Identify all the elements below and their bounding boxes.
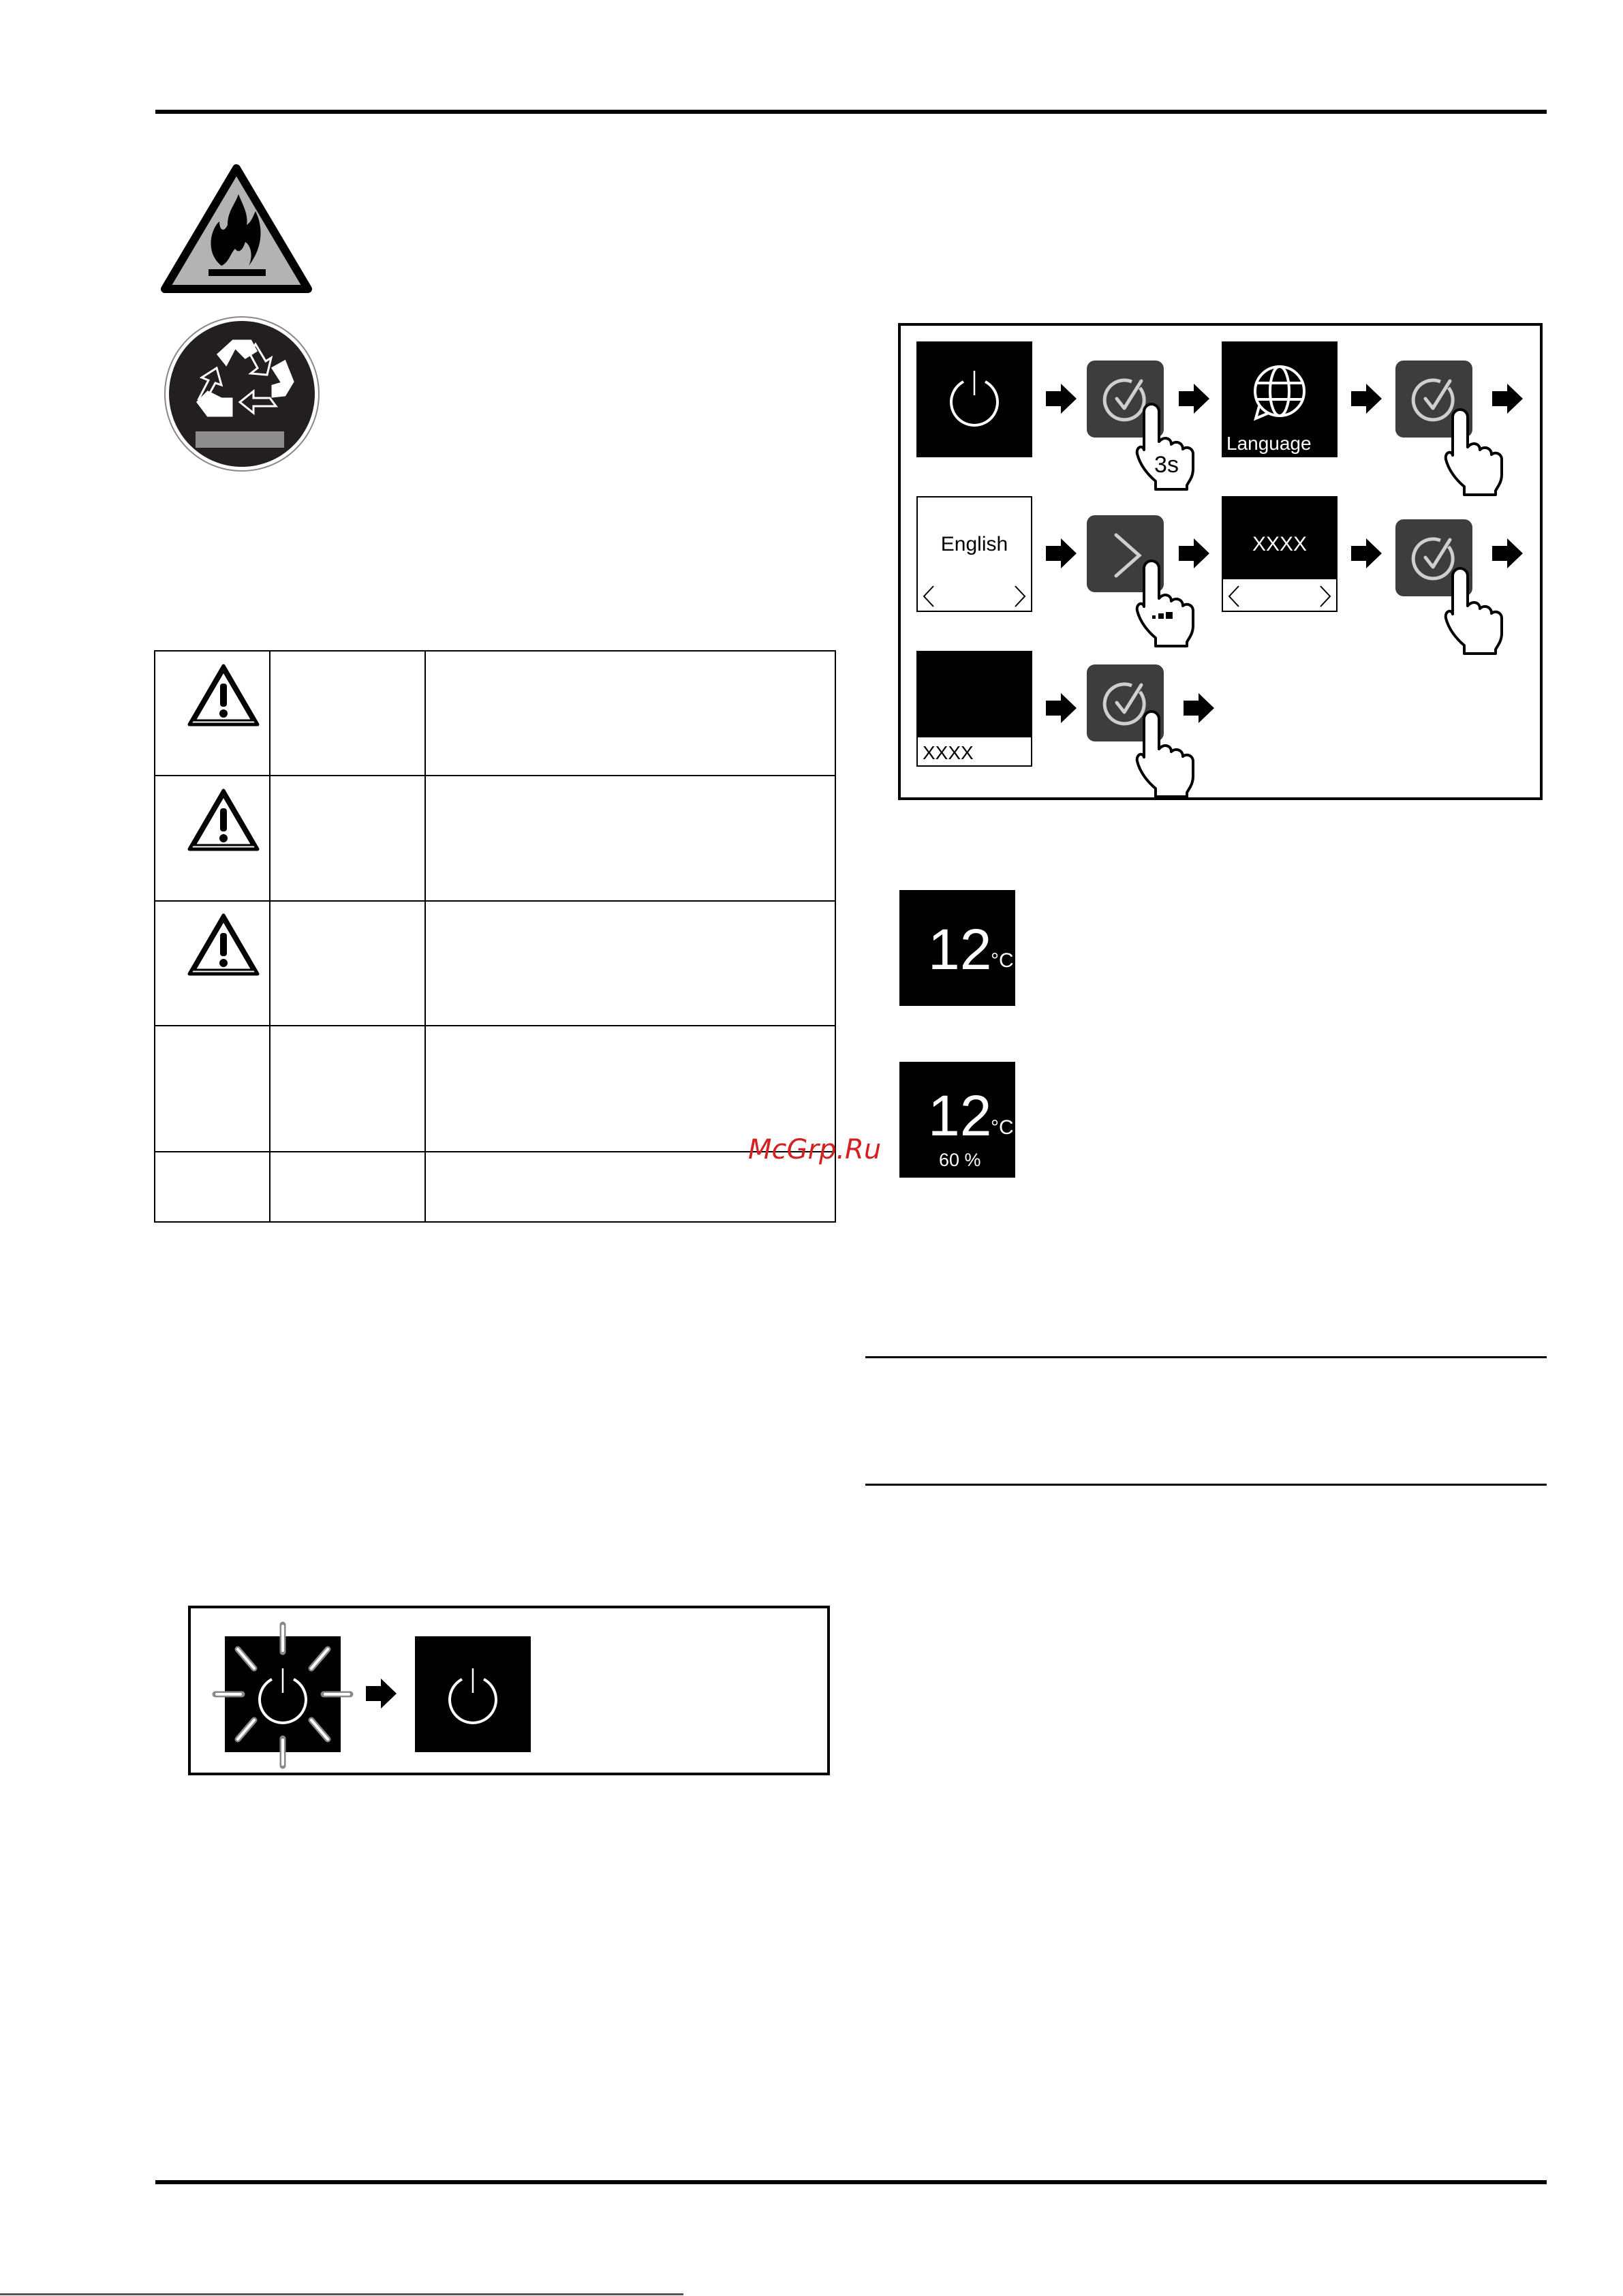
watermark: McGrp.Ru: [748, 1134, 882, 1165]
warning-icon: [189, 915, 258, 974]
recycle-icon: [165, 317, 319, 471]
language-label: Language: [1226, 433, 1312, 454]
hand-pointer-icon: [1446, 410, 1502, 495]
humidity-value: 60 %: [939, 1150, 981, 1170]
page-edge-line: [0, 2293, 683, 2295]
hand-pointer-icon: [1137, 711, 1193, 797]
arrow-right-icon: [1492, 384, 1523, 414]
safety-table: [155, 651, 835, 1222]
arrow-right-icon: [1046, 693, 1077, 723]
power-screen: [916, 341, 1032, 457]
confirm-language: XXXX: [923, 742, 974, 763]
temperature-value: 12: [928, 917, 992, 981]
warning-icon: [189, 666, 258, 724]
hand-pointer-icon: [1446, 568, 1502, 654]
arrow-right-icon: [1351, 538, 1382, 568]
arrow-right-icon: [1179, 538, 1209, 568]
temperature-unit: °C: [991, 949, 1014, 972]
language-setup-diagram: [899, 324, 1541, 799]
warning-icon: [189, 791, 258, 849]
temperature-display: [899, 890, 1015, 1006]
arrow-right-icon: [1184, 693, 1214, 723]
section-rule: [865, 1356, 1547, 1358]
section-rule: [865, 1484, 1547, 1486]
arrow-right-icon: [1492, 538, 1523, 568]
flammable-warning-icon: [165, 168, 308, 289]
selected-language: XXXX: [1252, 533, 1308, 555]
arrow-right-icon: [1351, 384, 1382, 414]
arrow-right-icon: [1179, 384, 1209, 414]
temperature-unit: °C: [991, 1116, 1014, 1139]
header-rule: [155, 110, 1547, 114]
current-language: English: [940, 533, 1008, 555]
hold-time-label: 3s: [1154, 452, 1179, 478]
arrow-right-icon: [1046, 538, 1077, 568]
temperature-value: 12: [928, 1084, 992, 1148]
arrow-right-icon: [366, 1679, 397, 1709]
hand-pointer-icon: [1137, 561, 1193, 646]
footer-rule: [155, 2180, 1547, 2184]
power-blink-diagram: [189, 1607, 829, 1774]
temperature-humidity-display: [899, 1062, 1015, 1178]
arrow-right-icon: [1046, 384, 1077, 414]
